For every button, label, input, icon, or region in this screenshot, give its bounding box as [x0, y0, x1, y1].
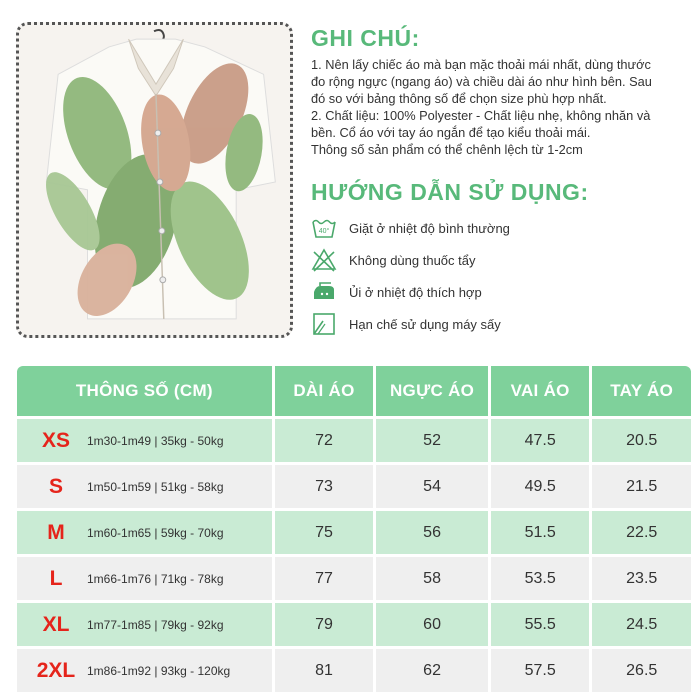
chest-cell: 56 — [376, 511, 488, 554]
size-label: XL — [42, 612, 70, 636]
size-range: 1m86-1m92 | 93kg - 120kg — [87, 663, 231, 678]
size-cell — [17, 511, 272, 554]
usage-label: Ủi ở nhiệt độ thích hợp — [349, 284, 482, 300]
sleeve-cell: 24.5 — [592, 603, 691, 646]
sleeve-cell: 23.5 — [592, 557, 691, 600]
length-cell: 72 — [275, 419, 374, 462]
chest-cell: 58 — [376, 557, 488, 600]
length-cell: 79 — [275, 603, 374, 646]
size-range: 1m60-1m65 | 59kg - 70kg — [87, 525, 224, 540]
notes-section — [311, 24, 691, 158]
dry-icon — [311, 311, 337, 337]
shoulder-cell: 51.5 — [491, 511, 590, 554]
hawaiian-shirt-image — [19, 25, 290, 335]
product-photo — [16, 22, 293, 338]
chest-cell: 60 — [376, 603, 488, 646]
note-line: 2. Chất liệu: 100% Polyester - Chất liệu nhẹ, không nhăn và — [311, 108, 651, 123]
chest-cell: 54 — [376, 465, 488, 508]
size-cell — [17, 649, 272, 692]
usage-item-bleach — [311, 244, 691, 276]
length-cell: 75 — [275, 511, 374, 554]
iron-icon — [311, 279, 337, 305]
header-chest: NGỰC ÁO — [376, 366, 488, 416]
size-cell — [17, 419, 272, 462]
length-cell: 73 — [275, 465, 374, 508]
usage-label: Hạn chế sử dụng máy sấy — [349, 316, 501, 332]
usage-item-wash — [311, 212, 691, 244]
chest-cell: 62 — [376, 649, 488, 692]
note-line: đo rộng ngực (ngang áo) và chiều dài áo như hình bên. Sau — [311, 74, 652, 89]
table-row — [17, 419, 691, 462]
size-cell — [17, 603, 272, 646]
length-cell: 81 — [275, 649, 374, 692]
usage-item-iron — [311, 276, 691, 308]
table-row — [17, 465, 691, 508]
size-label: M — [47, 520, 65, 544]
sleeve-cell: 22.5 — [592, 511, 691, 554]
shoulder-cell: 49.5 — [491, 465, 590, 508]
note-line: đó so với bảng thông số để chọn size phù hợp nhất. — [311, 91, 607, 106]
note-line: Thông số sản phẩm có thể chênh lệch từ 1-2cm — [311, 142, 583, 157]
chest-cell: 52 — [376, 419, 488, 462]
wash-40-icon — [311, 215, 337, 241]
usage-label: Không dùng thuốc tẩy — [349, 252, 476, 268]
table-header-row — [17, 366, 691, 416]
shoulder-cell: 55.5 — [491, 603, 590, 646]
table-row — [17, 557, 691, 600]
table-row — [17, 603, 691, 646]
size-cell — [17, 557, 272, 600]
usage-section — [311, 178, 691, 340]
usage-item-dry — [311, 308, 691, 340]
usage-heading: HƯỚNG DẪN SỬ DỤNG: — [311, 179, 589, 205]
shoulder-cell: 53.5 — [491, 557, 590, 600]
note-line: 1. Nên lấy chiếc áo mà bạn mặc thoải mái nhất, dùng thước — [311, 57, 651, 72]
length-cell: 77 — [275, 557, 374, 600]
shoulder-cell: 57.5 — [491, 649, 590, 692]
notes-heading: GHI CHÚ: — [311, 25, 420, 51]
header-sleeve: TAY ÁO — [592, 366, 691, 416]
size-range: 1m50-1m59 | 51kg - 58kg — [87, 479, 224, 494]
size-cell — [17, 465, 272, 508]
size-label: 2XL — [36, 658, 76, 682]
header-length: DÀI ÁO — [275, 366, 374, 416]
size-label: L — [49, 566, 63, 590]
shoulder-cell: 47.5 — [491, 419, 590, 462]
size-label: XS — [41, 428, 70, 452]
sleeve-cell: 26.5 — [592, 649, 691, 692]
note-line: bền. Cổ áo với tay áo ngắn để tạo kiểu thoải mái. — [311, 125, 591, 140]
usage-label: Giặt ở nhiệt độ bình thường — [349, 220, 510, 236]
no-bleach-icon — [311, 247, 337, 273]
table-row — [17, 511, 691, 554]
table-row — [17, 649, 691, 692]
sleeve-cell: 21.5 — [592, 465, 691, 508]
header-specs: THÔNG SỐ (CM) — [17, 366, 272, 416]
size-label: S — [48, 474, 63, 498]
header-shoulder: VAI ÁO — [491, 366, 590, 416]
size-range: 1m66-1m76 | 71kg - 78kg — [87, 571, 224, 586]
sleeve-cell: 20.5 — [592, 419, 691, 462]
size-range: 1m77-1m85 | 79kg - 92kg — [87, 617, 224, 632]
wash-temp-label: 40° — [318, 228, 330, 235]
size-range: 1m30-1m49 | 35kg - 50kg — [87, 433, 224, 448]
size-table — [14, 363, 694, 695]
